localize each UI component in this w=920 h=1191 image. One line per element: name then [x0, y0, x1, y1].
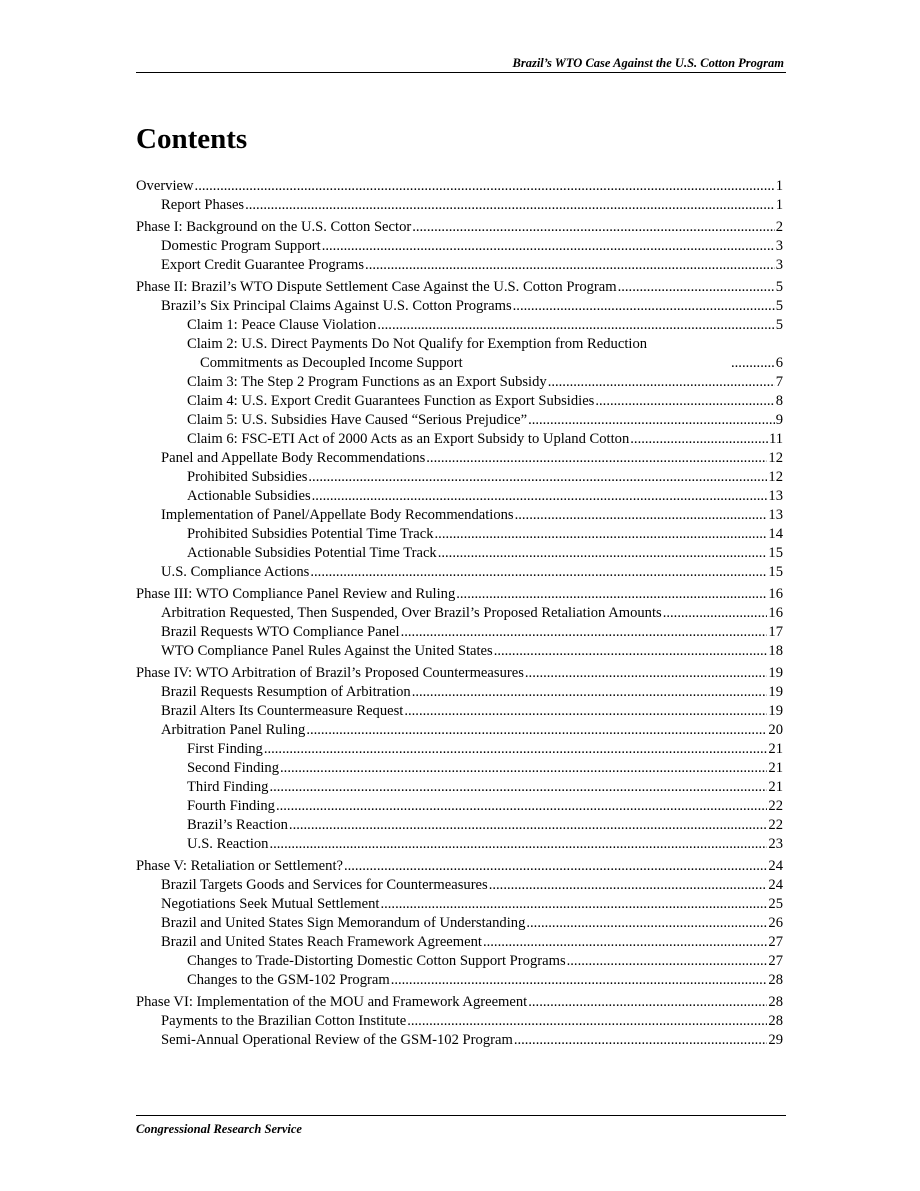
toc-entry-title: Changes to the GSM-102 Program — [187, 972, 390, 988]
toc-entry[interactable] — [136, 914, 783, 933]
toc-entry-title: Phase V: Retaliation or Settlement? — [136, 858, 343, 874]
toc-leader-dots — [380, 895, 767, 914]
toc-page-number: 1 — [775, 178, 783, 194]
toc-entry-title: Brazil and United States Sign Memorandum of Understanding — [161, 915, 526, 931]
toc-page-number: 17 — [768, 624, 783, 640]
toc-entry-title: Arbitration Requested, Then Suspended, Over Brazil’s Proposed Retaliation Amounts — [161, 605, 662, 621]
toc-page-number: 13 — [768, 507, 783, 523]
toc-entry[interactable] — [136, 683, 783, 702]
toc-leader-dots — [483, 933, 767, 952]
toc-entry[interactable] — [136, 506, 783, 525]
toc-leader-dots — [514, 1031, 768, 1050]
toc-entry-title: Second Finding — [187, 760, 280, 776]
table-of-contents — [136, 177, 783, 1050]
toc-leader-dots — [528, 993, 767, 1012]
toc-page-number: 12 — [768, 469, 783, 485]
toc-entry[interactable] — [136, 993, 783, 1012]
toc-entry-title: Phase VI: Implementation of the MOU and Framework Agreement — [136, 994, 528, 1010]
toc-leader-dots — [322, 237, 775, 256]
toc-entry[interactable] — [136, 1031, 783, 1050]
toc-leader-dots — [567, 952, 768, 971]
toc-entry[interactable] — [136, 468, 783, 487]
toc-page-number: 12 — [768, 450, 783, 466]
toc-entry-title: WTO Compliance Panel Rules Against the United States — [161, 643, 493, 659]
toc-entry-title: First Finding — [187, 741, 263, 757]
toc-leader-dots — [489, 876, 768, 895]
toc-entry-title: Claim 6: FSC-ETI Act of 2000 Acts as an Export Subsidy to Upland Cotton — [187, 431, 630, 447]
toc-page-number: 1 — [775, 197, 783, 213]
toc-page-number: 6 — [775, 355, 783, 371]
toc-page-number: 23 — [768, 836, 783, 852]
toc-page-number: 24 — [768, 858, 783, 874]
toc-entry-title: Semi-Annual Operational Review of the GSM-102 Program — [161, 1032, 513, 1048]
toc-page-number: 19 — [768, 665, 783, 681]
toc-entry[interactable] — [136, 895, 783, 914]
toc-entry[interactable] — [136, 256, 783, 275]
toc-leader-dots — [548, 373, 775, 392]
toc-leader-dots — [426, 449, 767, 468]
toc-entry[interactable] — [136, 373, 783, 392]
toc-page-number: 11 — [768, 431, 783, 447]
toc-entry[interactable] — [136, 316, 783, 335]
toc-entry-title: Brazil’s Reaction — [187, 817, 288, 833]
toc-entry[interactable] — [136, 740, 783, 759]
toc-entry[interactable] — [136, 563, 783, 582]
toc-entry-title: Implementation of Panel/Appellate Body Recommendations — [161, 507, 514, 523]
page-footer — [136, 1115, 786, 1136]
toc-entry-title: Phase II: Brazil’s WTO Dispute Settlement Case Against the U.S. Cotton Program — [136, 279, 617, 295]
toc-entry[interactable] — [136, 237, 783, 256]
toc-entry-title: Brazil and United States Reach Framework Agreement — [161, 934, 482, 950]
toc-entry-title: Third Finding — [187, 779, 269, 795]
toc-leader-dots — [280, 759, 767, 778]
toc-page-number: 21 — [768, 779, 783, 795]
toc-entry[interactable] — [136, 971, 783, 990]
toc-entry-title: Fourth Finding — [187, 798, 275, 814]
toc-entry-title: Panel and Appellate Body Recommendations — [161, 450, 426, 466]
toc-entry[interactable] — [136, 335, 783, 373]
toc-entry-title: Brazil Alters Its Countermeasure Request — [161, 703, 404, 719]
toc-page-number: 28 — [768, 1013, 783, 1029]
toc-leader-dots — [312, 487, 768, 506]
toc-leader-dots — [308, 468, 767, 487]
toc-entry[interactable] — [136, 177, 783, 196]
toc-entry[interactable] — [136, 759, 783, 778]
toc-entry[interactable] — [136, 297, 783, 316]
toc-entry[interactable] — [136, 952, 783, 971]
toc-entry-title: Actionable Subsidies Potential Time Track — [187, 545, 437, 561]
toc-page-number: 19 — [768, 684, 783, 700]
toc-entry[interactable] — [136, 487, 783, 506]
toc-entry-title: Prohibited Subsidies Potential Time Track — [187, 526, 434, 542]
toc-page-number: 24 — [768, 877, 783, 893]
toc-entry-title: Payments to the Brazilian Cotton Institute — [161, 1013, 407, 1029]
toc-page-number: 19 — [768, 703, 783, 719]
toc-page-number: 16 — [768, 605, 783, 621]
toc-page-number: 3 — [775, 238, 783, 254]
toc-entry[interactable] — [136, 642, 783, 661]
toc-entry-title: Brazil Targets Goods and Services for Countermeasures — [161, 877, 488, 893]
toc-leader-dots — [412, 683, 768, 702]
toc-entry-title: Phase I: Background on the U.S. Cotton Sector — [136, 219, 412, 235]
toc-leader-dots — [412, 218, 774, 237]
toc-entry-title: Brazil Requests Resumption of Arbitration — [161, 684, 411, 700]
toc-leader-dots — [435, 525, 768, 544]
toc-leader-dots — [528, 411, 775, 430]
toc-entry[interactable] — [136, 816, 783, 835]
toc-leader-dots — [515, 506, 768, 525]
toc-entry[interactable] — [136, 876, 783, 895]
toc-leader-dots — [195, 177, 775, 196]
toc-entry[interactable] — [136, 664, 783, 683]
toc-leader-dots — [391, 971, 768, 990]
toc-entry-title: Phase III: WTO Compliance Panel Review and Ruling — [136, 586, 456, 602]
toc-page-number: 20 — [768, 722, 783, 738]
toc-page-number: 5 — [775, 317, 783, 333]
toc-entry-title: Arbitration Panel Ruling — [161, 722, 306, 738]
toc-leader-dots — [595, 392, 774, 411]
toc-page-number: 16 — [768, 586, 783, 602]
toc-page-number: 26 — [768, 915, 783, 931]
toc-entry[interactable] — [136, 449, 783, 468]
toc-entry[interactable] — [136, 430, 783, 449]
toc-entry[interactable] — [136, 835, 783, 854]
toc-entry[interactable] — [136, 702, 783, 721]
toc-entry-title: Brazil Requests WTO Compliance Panel — [161, 624, 400, 640]
toc-leader-dots — [407, 1012, 767, 1031]
toc-entry[interactable] — [136, 721, 783, 740]
toc-entry[interactable] — [136, 196, 783, 215]
toc-entry-title: Brazil’s Six Principal Claims Against U.S. Cotton Programs — [161, 298, 512, 314]
toc-page-number: 15 — [768, 545, 783, 561]
toc-entry-title: Actionable Subsidies — [187, 488, 311, 504]
toc-leader-dots — [344, 857, 767, 876]
toc-entry[interactable] — [136, 278, 783, 297]
toc-page-number: 27 — [768, 953, 783, 969]
toc-entry-title: Prohibited Subsidies — [187, 469, 308, 485]
toc-page-number: 22 — [768, 798, 783, 814]
toc-leader-dots — [494, 642, 768, 661]
toc-leader-dots — [365, 256, 775, 275]
toc-page-number: 21 — [768, 760, 783, 776]
toc-leader-dots — [264, 740, 768, 759]
toc-page-number: 2 — [775, 219, 783, 235]
toc-page-number: 13 — [768, 488, 783, 504]
toc-page-number: 5 — [775, 298, 783, 314]
toc-entry-title: U.S. Reaction — [187, 836, 269, 852]
toc-entry[interactable] — [136, 933, 783, 952]
toc-entry[interactable] — [136, 778, 783, 797]
page-header — [136, 55, 786, 73]
toc-entry-title: Claim 4: U.S. Export Credit Guarantees Function as Export Subsidies — [187, 393, 595, 409]
page-title: Contents — [136, 123, 248, 155]
toc-entry-title: Phase IV: WTO Arbitration of Brazil’s Proposed Countermeasures — [136, 665, 524, 681]
toc-entry-title: Overview — [136, 178, 194, 194]
toc-entry-title: Domestic Program Support — [161, 238, 321, 254]
toc-page-number: 29 — [768, 1032, 783, 1048]
toc-leader-dots — [276, 797, 767, 816]
toc-entry[interactable] — [136, 585, 783, 604]
toc-entry-title: Export Credit Guarantee Programs — [161, 257, 365, 273]
toc-leader-dots — [401, 623, 768, 642]
toc-page-number: 5 — [775, 279, 783, 295]
toc-entry-title: Claim 1: Peace Clause Violation — [187, 317, 377, 333]
toc-entry[interactable] — [136, 1012, 783, 1031]
toc-page-number: 14 — [768, 526, 783, 542]
toc-entry[interactable] — [136, 623, 783, 642]
toc-leader-dots — [663, 604, 768, 623]
toc-entry[interactable] — [136, 797, 783, 816]
toc-leader-dots — [526, 914, 767, 933]
toc-page-number: 3 — [775, 257, 783, 273]
toc-page-number: 28 — [768, 994, 783, 1010]
toc-leader-dots — [456, 585, 767, 604]
toc-entry-title: U.S. Compliance Actions — [161, 564, 310, 580]
toc-entry[interactable] — [136, 544, 783, 563]
toc-page-number: 7 — [775, 374, 783, 390]
toc-leader-dots — [306, 721, 767, 740]
toc-entry-title: Claim 2: U.S. Direct Payments Do Not Qualify for Exemption from Reduction Commitments as Decoupled Income Support — [187, 336, 648, 371]
toc-leader-dots — [618, 278, 775, 297]
running-header-title: Brazil’s WTO Case Against the U.S. Cotton Program — [512, 56, 784, 70]
toc-entry-title: Report Phases — [161, 197, 245, 213]
toc-leader-dots — [731, 354, 775, 373]
toc-leader-dots — [438, 544, 768, 563]
toc-entry-title: Claim 5: U.S. Subsidies Have Caused “Serious Prejudice” — [187, 412, 528, 428]
toc-page-number: 8 — [775, 393, 783, 409]
toc-entry[interactable] — [136, 525, 783, 544]
toc-leader-dots — [630, 430, 768, 449]
toc-entry[interactable] — [136, 604, 783, 623]
toc-entry-title: Negotiations Seek Mutual Settlement — [161, 896, 380, 912]
toc-leader-dots — [289, 816, 767, 835]
toc-leader-dots — [245, 196, 775, 215]
toc-leader-dots — [513, 297, 775, 316]
toc-page-number: 18 — [768, 643, 783, 659]
toc-page-number: 28 — [768, 972, 783, 988]
toc-page-number: 21 — [768, 741, 783, 757]
toc-entry[interactable] — [136, 411, 783, 430]
toc-leader-dots — [269, 778, 767, 797]
toc-entry[interactable] — [136, 218, 783, 237]
toc-page-number: 22 — [768, 817, 783, 833]
toc-entry[interactable] — [136, 857, 783, 876]
toc-page-number: 27 — [768, 934, 783, 950]
toc-page-number: 9 — [775, 412, 783, 428]
toc-leader-dots — [525, 664, 768, 683]
toc-leader-dots — [404, 702, 767, 721]
toc-page-number: 15 — [768, 564, 783, 580]
toc-entry-title: Claim 3: The Step 2 Program Functions as an Export Subsidy — [187, 374, 547, 390]
toc-entry[interactable] — [136, 392, 783, 411]
toc-entry-title: Changes to Trade-Distorting Domestic Cotton Support Programs — [187, 953, 566, 969]
toc-leader-dots — [377, 316, 774, 335]
toc-leader-dots — [310, 563, 767, 582]
toc-leader-dots — [269, 835, 767, 854]
footer-publisher: Congressional Research Service — [136, 1122, 302, 1136]
toc-page-number: 25 — [768, 896, 783, 912]
